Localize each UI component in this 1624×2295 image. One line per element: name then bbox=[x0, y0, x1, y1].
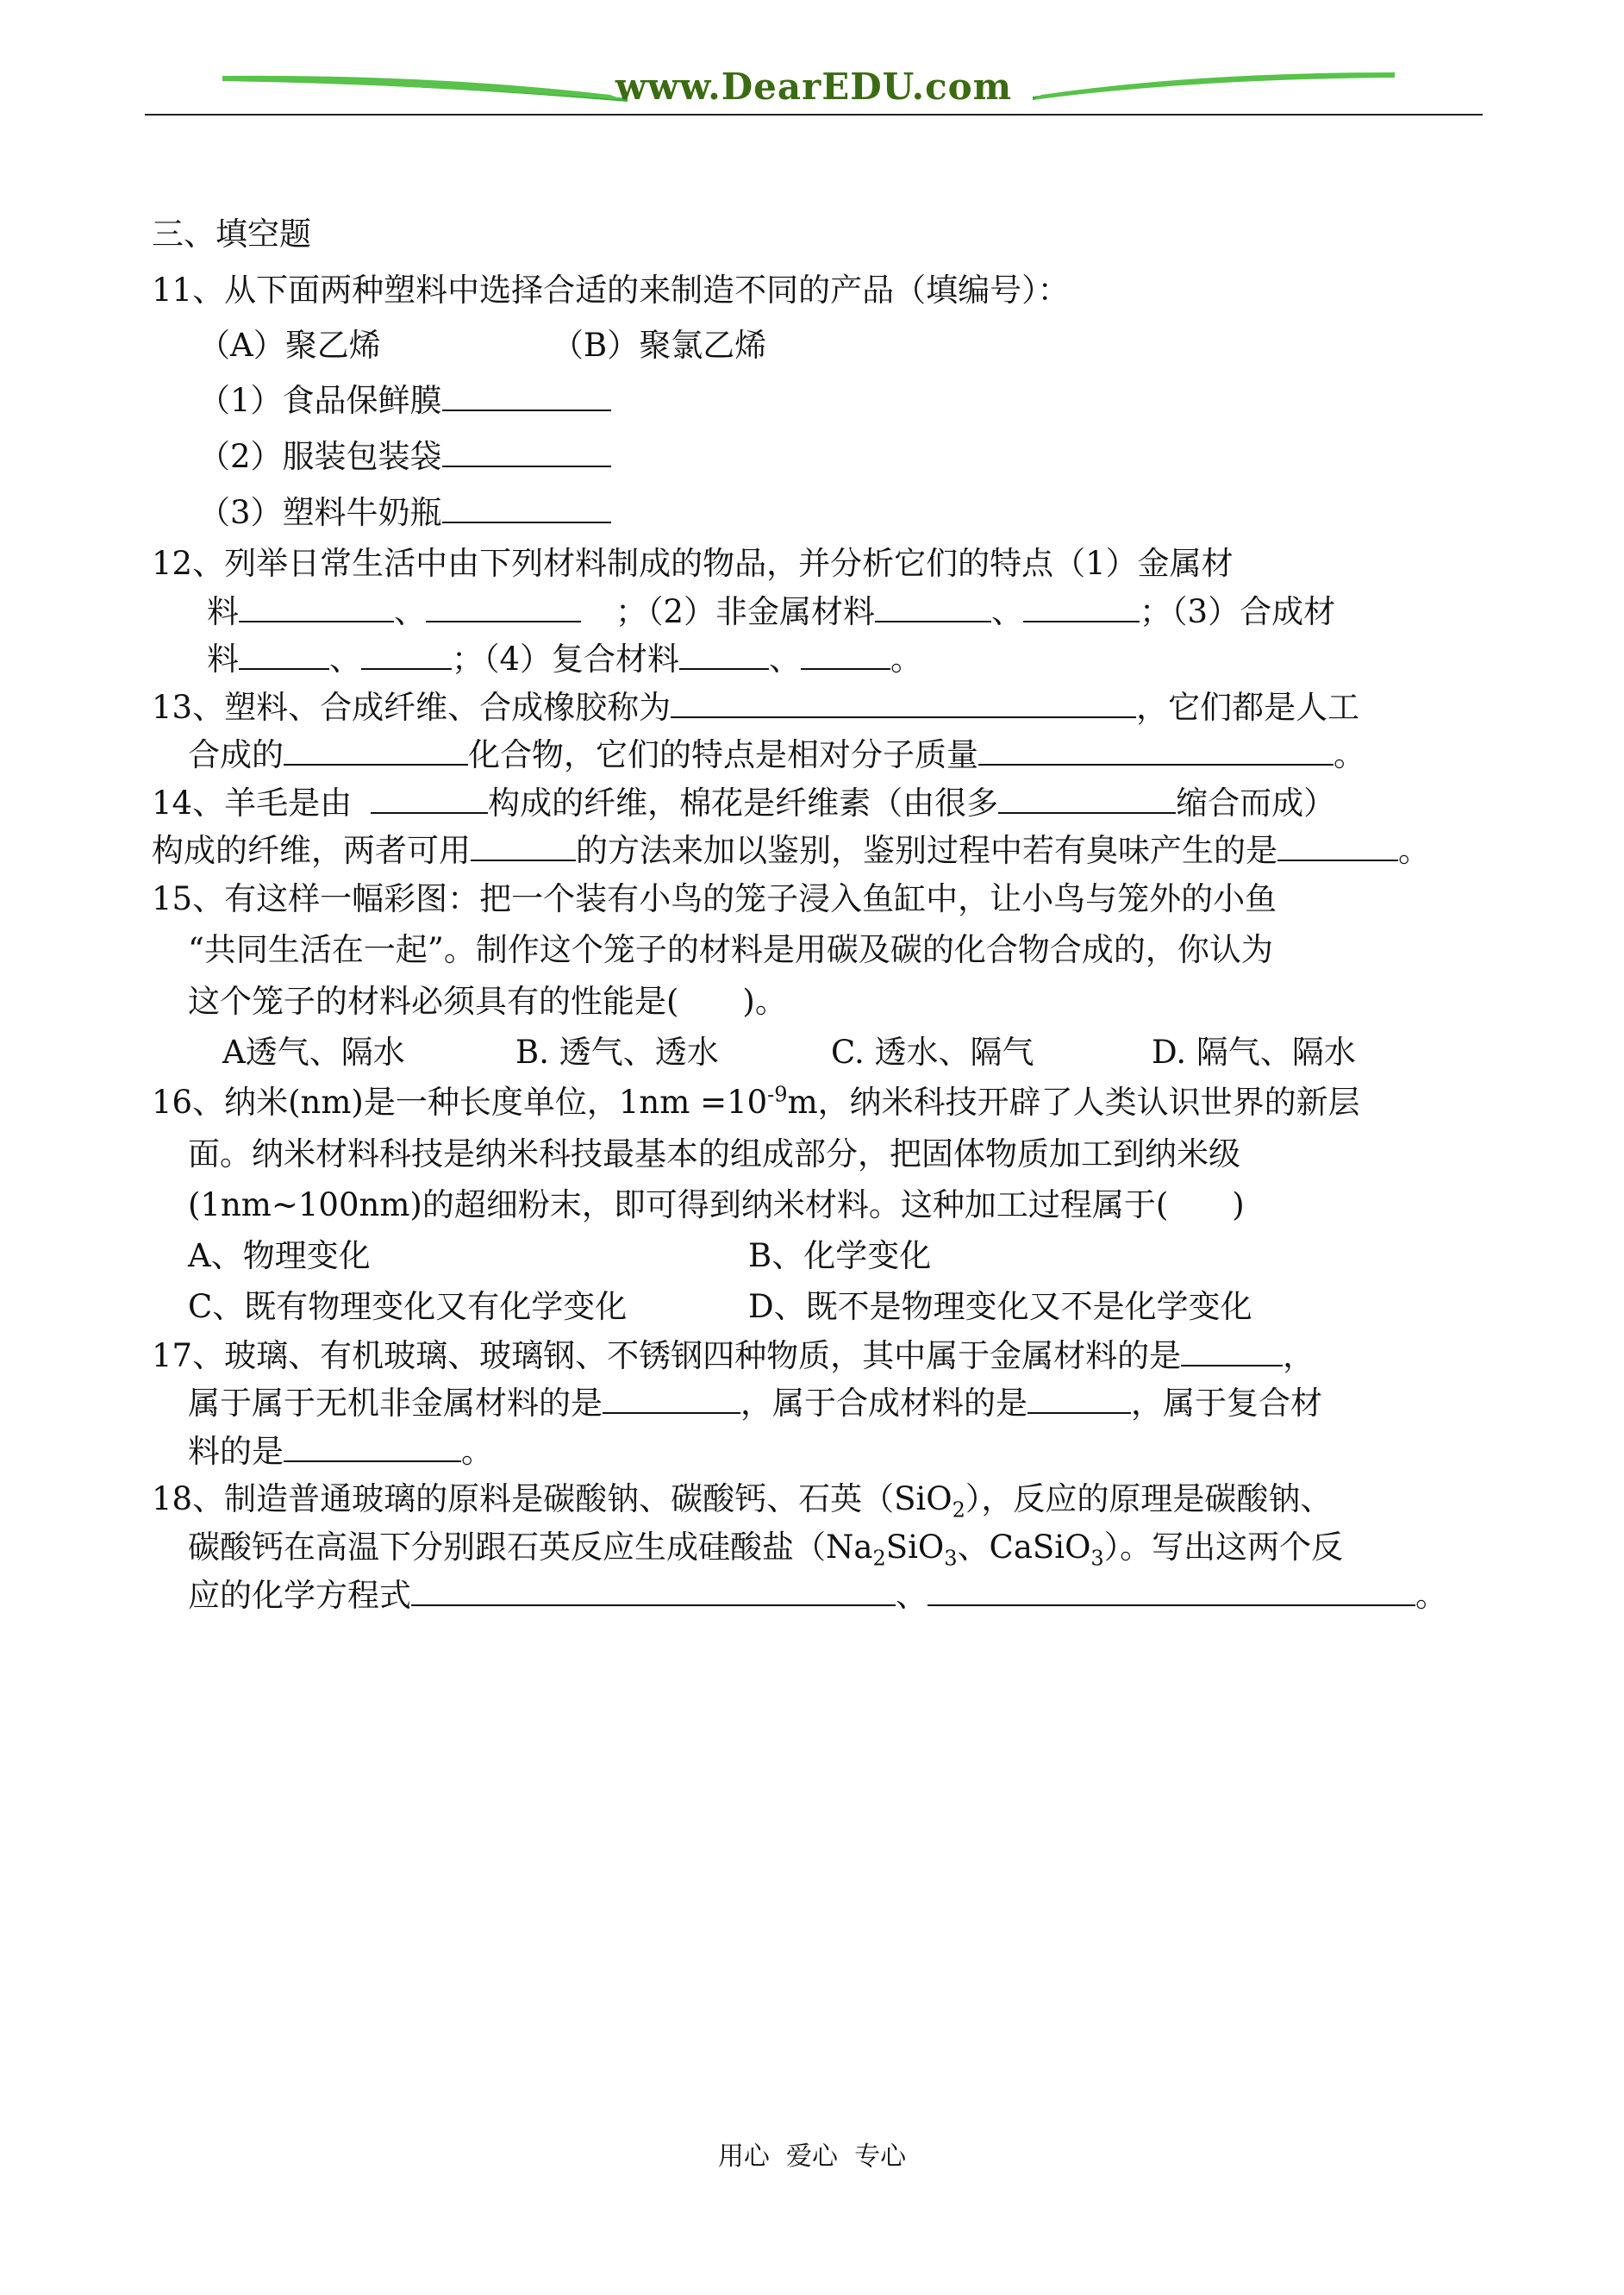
answer-blank[interactable] bbox=[998, 785, 1176, 814]
answer-blank[interactable] bbox=[679, 641, 769, 670]
header-rule bbox=[145, 114, 1483, 116]
answer-blank[interactable] bbox=[1027, 1385, 1131, 1414]
answer-blank[interactable] bbox=[1181, 1337, 1283, 1366]
q14-line-2: 构成的纤维，两者可用 的方法来加以鉴别，鉴别过程中若有臭味产生的是 。 bbox=[152, 832, 1430, 869]
answer-blank[interactable] bbox=[801, 641, 890, 670]
q16-line-3: (1nm~100nm)的超细粉末，即可得到纳米材料。这种加工过程属于( ) bbox=[188, 1186, 1245, 1223]
page-footer: 用心 爱心 专心 bbox=[717, 2142, 907, 2172]
q11-option-b: （B）聚氯乙烯 bbox=[552, 327, 767, 364]
q14-line-1: 14、羊毛是由 构成的纤维，棉花是纤维素（由很多 缩合而成） bbox=[152, 785, 1336, 822]
q15-option-d: D. 隔气、隔水 bbox=[1152, 1034, 1356, 1071]
section-title: 三、填空题 bbox=[152, 216, 311, 253]
answer-blank[interactable] bbox=[284, 736, 468, 766]
q12-line-3: 料 、 ；（4）复合材料 、 。 bbox=[207, 641, 923, 678]
q13-line-1: 13、塑料、合成纤维、合成橡胶称为 ，它们都是人工 bbox=[152, 689, 1360, 726]
q15-line-1: 15、有这样一幅彩图：把一个装有小鸟的笼子浸入鱼缸中，让小鸟与笼外的小鱼 bbox=[152, 880, 1277, 917]
q15-line-3: 这个笼子的材料必须具有的性能是( )。 bbox=[188, 983, 787, 1020]
q15-option-a: A透气、隔水 bbox=[222, 1034, 405, 1071]
answer-blank[interactable] bbox=[239, 641, 329, 670]
q15-option-b: B. 透气、透水 bbox=[515, 1034, 719, 1071]
answer-blank[interactable] bbox=[671, 689, 1136, 718]
q17-line-2: 属于属于无机非金属材料的是 ，属于合成材料的是 ，属于复合材 bbox=[188, 1385, 1322, 1422]
q11-stem: 11、从下面两种塑料中选择合适的来制造不同的产品（填编号）： bbox=[152, 272, 1070, 309]
answer-blank[interactable] bbox=[603, 1385, 740, 1414]
q16-option-a: A、物理变化 bbox=[188, 1237, 371, 1274]
q11-item-2: （2）服装包装袋 bbox=[198, 438, 611, 476]
answer-blank[interactable] bbox=[371, 785, 488, 814]
q17-line-1: 17、玻璃、有机玻璃、玻璃钢、不锈钢四种物质，其中属于金属材料的是 ， bbox=[152, 1337, 1315, 1374]
answer-blank[interactable] bbox=[239, 593, 394, 622]
q18-line-3: 应的化学方程式 、 。 bbox=[188, 1577, 1447, 1614]
q11-option-a: （A）聚乙烯 bbox=[198, 327, 381, 364]
answer-blank[interactable] bbox=[442, 494, 611, 523]
answer-blank[interactable] bbox=[442, 438, 611, 467]
q16-option-d: D、既不是物理变化又不是化学变化 bbox=[748, 1288, 1252, 1325]
answer-blank[interactable] bbox=[1277, 832, 1398, 861]
answer-blank[interactable] bbox=[928, 1577, 1415, 1606]
q16-option-c: C、既有物理变化又有化学变化 bbox=[188, 1288, 628, 1325]
header-url: www.DearEDU.com bbox=[615, 66, 1013, 108]
answer-blank[interactable] bbox=[875, 593, 991, 622]
q11-item-1: （1）食品保鲜膜 bbox=[198, 382, 611, 420]
q13-line-2: 合成的 化合物，它们的特点是相对分子质量 。 bbox=[188, 736, 1365, 773]
answer-blank[interactable] bbox=[361, 641, 452, 670]
answer-blank[interactable] bbox=[426, 593, 581, 622]
answer-blank[interactable] bbox=[471, 832, 576, 861]
q16-option-b: B、化学变化 bbox=[748, 1237, 932, 1274]
q15-option-c: C. 透水、隔气 bbox=[831, 1034, 1034, 1071]
answer-blank[interactable] bbox=[284, 1433, 461, 1462]
q16-line-2: 面。纳米材料科技是纳米科技最基本的组成部分，把固体物质加工到纳米级 bbox=[188, 1135, 1240, 1173]
q11-item-3: （3）塑料牛奶瓶 bbox=[198, 494, 611, 532]
q18-line-2: 碳酸钙在高温下分别跟石英反应生成硅酸盐（$Na_2SiO_3$、CaSiO$_3$）。写出这两个反 bbox=[188, 1529, 1344, 1571]
q18-line-1: 18、制造普通玻璃的原料是碳酸钠、碳酸钙、石英（SiO$_2$），反应的原理是碳酸钠、 bbox=[152, 1480, 1333, 1523]
q17-line-3: 料的是 。 bbox=[188, 1433, 493, 1470]
page-header bbox=[145, 60, 1483, 121]
answer-blank[interactable] bbox=[978, 736, 1334, 766]
q12-line-2: 料 、 ；（2）非金属材料 、 ；（3）合成材 bbox=[207, 593, 1336, 630]
q15-line-2: “共同生活在一起”。制作这个笼子的材料是用碳及碳的化合物合成的，你认为 bbox=[188, 931, 1273, 968]
answer-blank[interactable] bbox=[442, 382, 611, 411]
answer-blank[interactable] bbox=[1023, 593, 1140, 622]
q16-line-1: 16、纳米(nm)是一种长度单位，$1nm =10^{-9}m$，纳米科技开辟了人类认识世界的新层 bbox=[152, 1082, 1360, 1121]
q12-line-1: 12、列举日常生活中由下列材料制成的物品，并分析它们的特点（1）金属材 bbox=[152, 545, 1234, 582]
answer-blank[interactable] bbox=[411, 1577, 896, 1606]
